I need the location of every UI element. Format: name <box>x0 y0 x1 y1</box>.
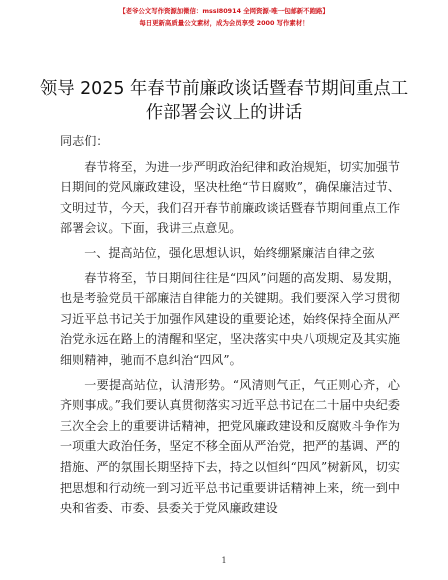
paragraph-point-1: 一要提高站位，认清形势。“风清则气正，气正则心齐，心齐则事成。”我们要认真贯彻落实习近平总书记在二十届中央纪委三次全会上的重要讲话精神，把党风廉政建设和反腐败斗争作为一项重大政治任务，坚定不移全面从严治党，把严的基调、严的措施、严的氛围长期坚持下去，持之以恒纠“四风”树新风，切实把思想和行动统一到习近平总书记重要讲话精神上来，统一到中央和省委、市委、县委关于党风廉政建设 <box>60 377 400 516</box>
promo-line-1: 【老爷公文写作资源加微信：mssl80914 全网资源·唯一包邮新不跑路】 <box>119 7 329 15</box>
section-heading-1: 一、提高站位，强化思想认识，始终绷紧廉洁自律之弦 <box>84 245 375 260</box>
page-number: 1 <box>221 556 227 565</box>
paragraph-intro: 春节将至，为进一步严明政治纪律和政治规矩，切实加强节日期间的党风廉政建设，坚决杜绝“节日腐败”，确保廉洁过节、文明过节，今天，我们召开春节前廉政谈话暨春节期间重点工作部署会议。下面，我讲三点意见。 <box>60 159 400 236</box>
document-title: 领导 2025 年春节前廉政谈话暨春节期间重点工作部署会议上的讲话 <box>39 79 409 123</box>
paragraph-section-1: 春节将至，节日期间往往是“四风”问题的高发期、易发期，也是考验党员干部廉洁自律能力的关键期。我们要深入学习贯彻习近平总书记关于加强作风建设的重要论述，始终保持全面从严治党永远在路上的清醒和坚定，坚决落实中央八项规定及其实施细则精神，驰而不息纠治“四风”。 <box>60 270 400 367</box>
document-body <box>60 131 400 519</box>
promo-line-2: 每日更新高质量公文素材，成为会员享受 2000 写作素材！ <box>139 19 309 27</box>
greeting: 同志们： <box>60 134 109 148</box>
promo-banner <box>0 6 448 29</box>
